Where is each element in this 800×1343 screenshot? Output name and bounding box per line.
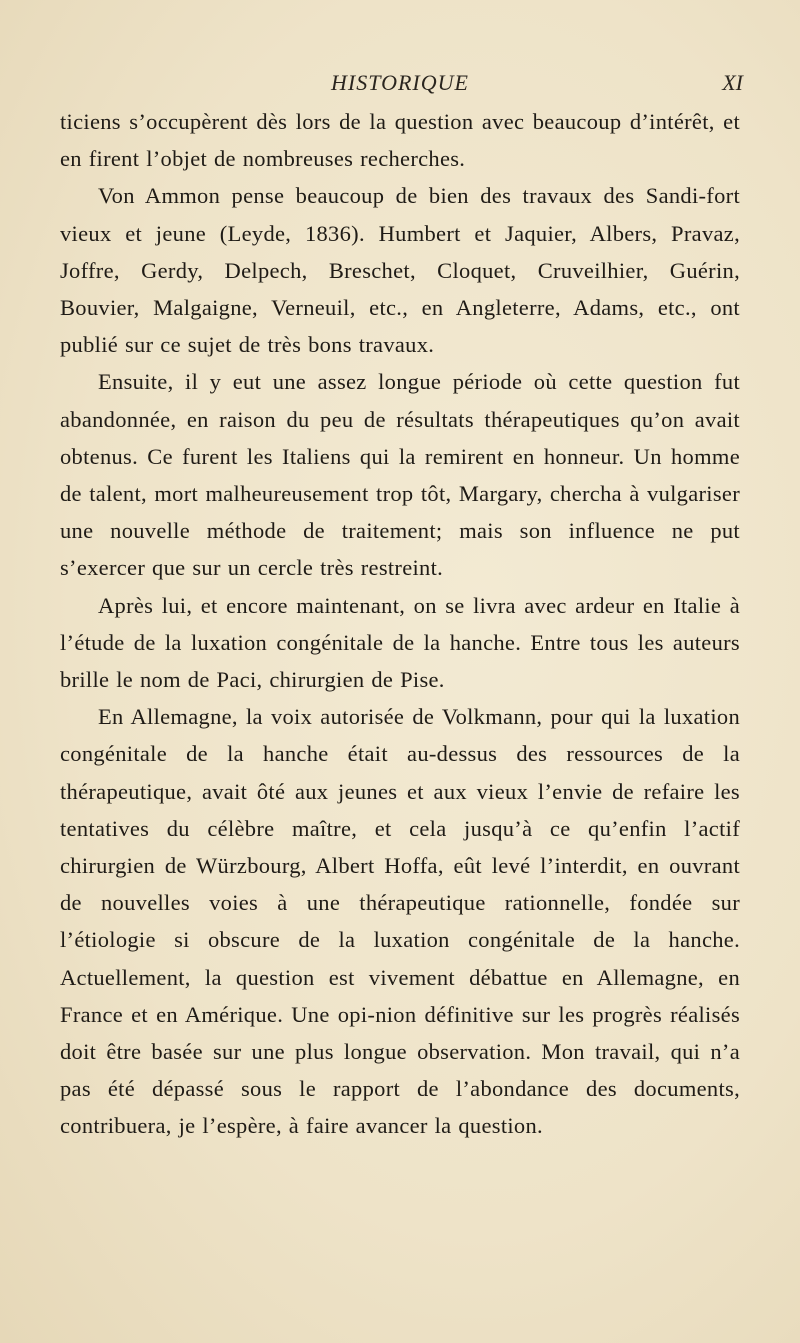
- paragraph-5: En Allemagne, la voix autorisée de Volkmann, pour qui la luxation congénitale de la hanche était au-dessus des ressources de la thérapeutique, avait ôté aux jeunes et aux vieux l’envie de refaire les tentatives du célèbre maître, et cela jusqu’à ce qu’enfin l’actif chirurgien de Würzbourg, Albert Hoffa, eût levé l’interdit, en ouvrant de nouvelles voies à une thérapeutique rationnelle, fondée sur l’étiologie si obscure de la luxation congénitale de la hanche. Actuellement, la question est vivement débattue en Allemagne, en France et en Amérique. Une opi-nion définitive sur les progrès réalisés doit être basée sur une plus longue observation. Mon travail, qui n’a pas été dépassé sous le rapport de l’abondance des documents, contribuera, je l’espère, à faire avancer la question.: [60, 704, 740, 1139]
- paragraph-4: Après lui, et encore maintenant, on se livra avec ardeur en Italie à l’étude de la luxation congénitale de la hanche. Entre tous les auteurs brille le nom de Paci, chirurgien de Pise.: [60, 592, 740, 693]
- page-number: XI: [722, 70, 743, 95]
- paragraph-3: Ensuite, il y eut une assez longue période où cette question fut abandonnée, en raison du peu de résultats thérapeutiques qu’on avait obtenus. Ce furent les Italiens qui la remirent en honneur. Un homme de talent, mort malheureusement trop tôt, Margary, chercha à vulgariser une nouvelle méthode de traitement; mais son influence ne put s’exercer que sur un cercle très restreint.: [60, 369, 740, 581]
- paragraph-2: Von Ammon pense beaucoup de bien des travaux des Sandi-fort vieux et jeune (Leyde, 1836). Humbert et Jaquier, Albers, Pravaz, Joffre, Gerdy, Delpech, Breschet, Cloquet, Cruveilhier, Guérin, Bouvier, Malgaigne, Verneuil, etc., en Angleterre, Adams, etc., ont publié sur ce sujet de très bons travaux.: [60, 183, 740, 358]
- running-title: HISTORIQUE: [331, 70, 469, 95]
- running-head: [0, 70, 800, 100]
- paragraph-1: ticiens s’occupèrent dès lors de la question avec beaucoup d’intérêt, et en firent l’objet de nombreuses recherches.: [60, 109, 740, 172]
- body-text: [60, 103, 740, 1145]
